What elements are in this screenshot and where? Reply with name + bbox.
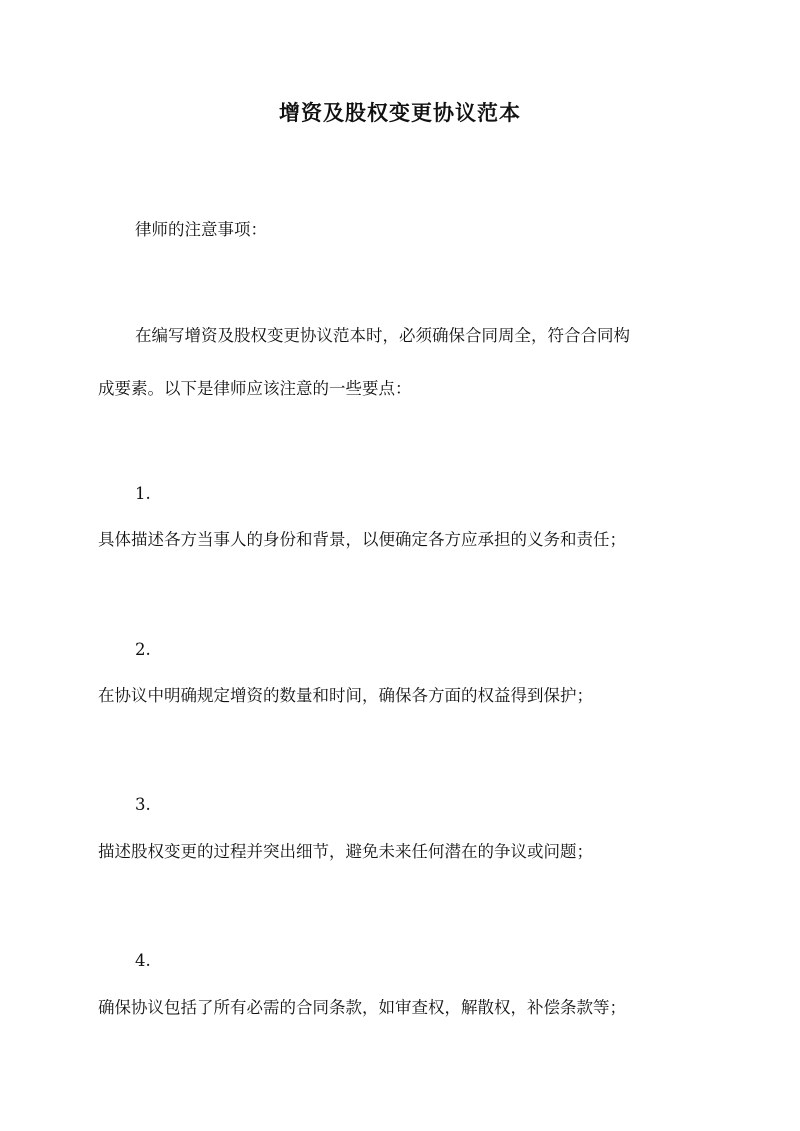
intro-line-2: 成要素。以下是律师应该注意的一些要点： xyxy=(98,379,412,398)
intro-line-1: 在编写增资及股权变更协议范本时，必须确保合同周全，符合合同构 xyxy=(135,326,630,345)
point-number-4: 4. xyxy=(135,951,151,970)
point-number-1: 1. xyxy=(135,484,151,503)
document-title: 增资及股权变更协议范本 xyxy=(279,100,521,125)
point-text-2: 在协议中明确规定增资的数量和时间，确保各方面的权益得到保护； xyxy=(98,686,593,705)
point-number-2: 2. xyxy=(135,640,151,659)
point-text-4: 确保协议包括了所有必需的合同条款，如审查权，解散权，补偿条款等； xyxy=(98,998,626,1017)
point-text-3: 描述股权变更的过程并突出细节，避免未来任何潜在的争议或问题； xyxy=(98,842,593,861)
notes-heading: 律师的注意事项： xyxy=(135,220,267,239)
point-number-3: 3. xyxy=(135,795,151,814)
point-text-1: 具体描述各方当事人的身份和背景，以便确定各方应承担的义务和责任； xyxy=(98,530,626,549)
